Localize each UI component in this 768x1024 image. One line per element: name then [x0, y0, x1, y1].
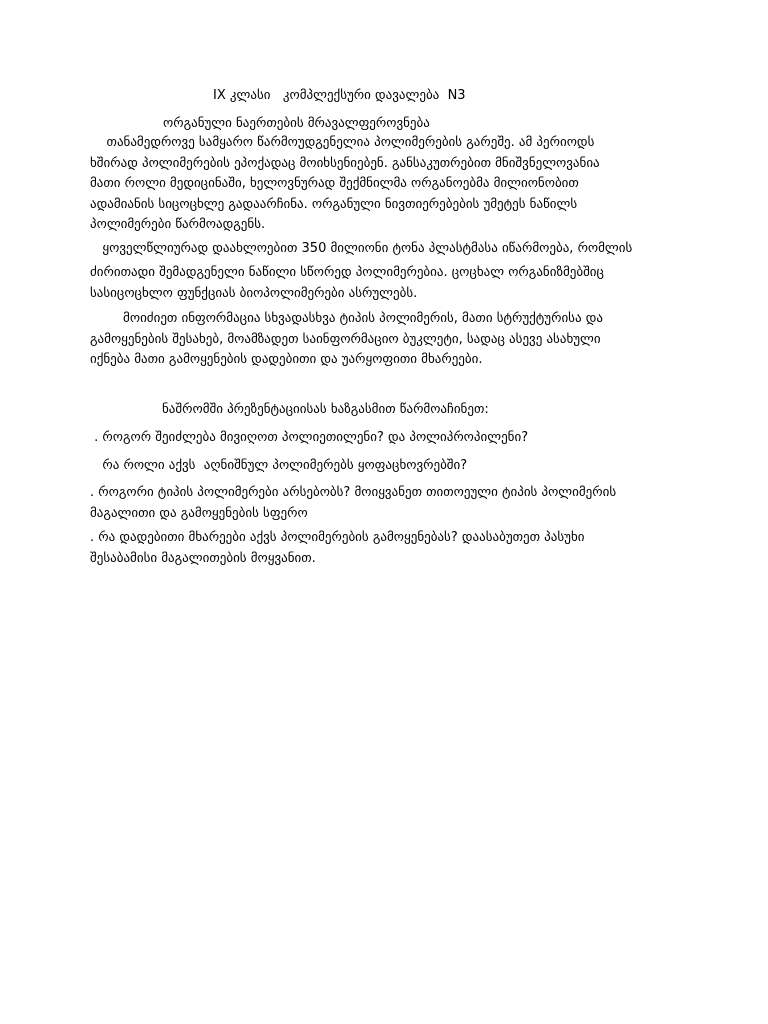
paragraph-line: ძირითადი შემადგენელი ნაწილი სწორედ პოლიმერებია. ცოცხალ ორგანიზმებშიც: [90, 265, 604, 280]
question-line: მაგალითი და გამოყენების სფერო: [90, 505, 308, 521]
paragraph-line: ყოველწლიურად დაახლოებით 350 მილიონი ტონა პლასტმასა იწარმოება, რომლის: [90, 241, 633, 256]
question-item: რა როლი აქვს აღნიშნულ პოლიმერებს ყოფაცხოვრებში?: [90, 458, 468, 473]
task-label: კომპლექსური დავალება: [282, 88, 440, 103]
question-item: . როგორ შეიძლება მივიღოთ პოლიეთილენი? და პოლიპროპილენი?: [90, 430, 529, 445]
question-item: [90, 528, 585, 569]
questions-intro: ნაშრომში პრეზენტაციისას ხაზგასმით წარმოაჩინეთ:: [162, 402, 489, 417]
paragraph-line: ადამიანის სიცოცხლე გადაარჩინა. ორგანული ნივთიერებების უმეტეს ნაწილს: [90, 196, 578, 212]
paragraph-intro: [90, 133, 600, 236]
paragraph-biopolymers: [90, 263, 604, 304]
paragraph-line: გამოყენების შესახებ, მოამზადეთ საინფორმაციო ბუკლეტი, სადაც ასევე ასახული: [90, 331, 601, 347]
paragraph-task: [90, 309, 603, 371]
document-header: [213, 86, 466, 106]
paragraph-line: სასიცოცხლო ფუნქციას ბიოპოლიმერები ასრულებს.: [90, 285, 418, 301]
question-line: . რა დადებითი მხარეები აქვს პოლიმერების გამოყენებას? დაასაბუთეთ პასუხი: [90, 530, 585, 545]
paragraph-line: პოლიმერები წარმოადგენს.: [90, 217, 266, 232]
paragraph-line: მოიძიეთ ინფორმაცია სხვადასხვა ტიპის პოლიმერის, მათი სტრუქტურისა და: [90, 311, 603, 326]
class-label: IX კლასი: [213, 88, 271, 103]
question-line: . როგორი ტიპის პოლიმერები არსებობს? მოიყვანეთ თითოეული ტიპის პოლიმერის: [90, 485, 617, 500]
paragraph-line: ხშირად პოლიმერების ეპოქადაც მოიხსენიებენ. განსაკუთრებით მნიშვნელოვანია: [90, 155, 600, 171]
task-number: N3: [447, 88, 466, 103]
paragraph-line: მათი როლი მედიცინაში, ხელოვნურად შექმნილმა ორგანოებმა მილიონობით: [90, 176, 579, 191]
paragraph-line: იქნება მათი გამოყენების დადებითი და უარყოფითი მხარეები.: [90, 352, 483, 367]
paragraph-line: თანამედროვე სამყარო წარმოუდგენელია პოლიმერების გარეშე. ამ პერიოდს: [90, 135, 595, 150]
question-item: [90, 483, 616, 524]
question-line: შესაბამისი მაგალითების მოყვანით.: [90, 550, 316, 566]
document-subtitle: ორგანული ნაერთების მრავალფეროვნება: [163, 116, 430, 131]
paragraph-production: [90, 239, 632, 260]
